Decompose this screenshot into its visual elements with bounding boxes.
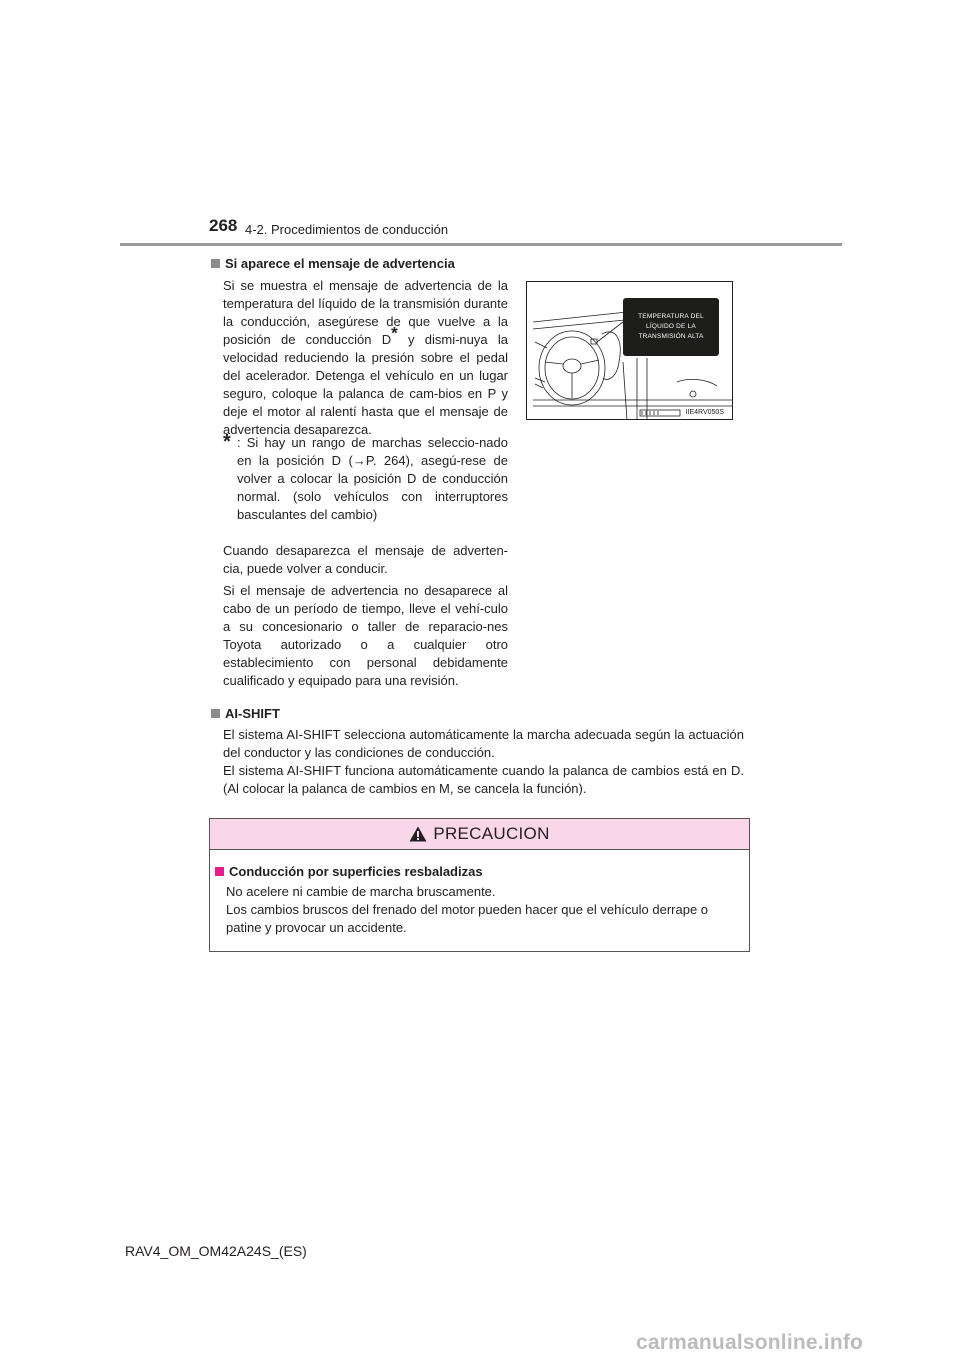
footnote-text: : Si hay un rango de marchas seleccio-nado en la posición D (→P. 264), asegú-rese de volver a colocar la posición D de conducción normal. (solo vehículos con interruptores basculantes del cambio)	[237, 435, 508, 522]
footnote-asterisk: *	[223, 431, 231, 453]
caution-text	[226, 883, 744, 937]
warning-heading	[211, 256, 455, 271]
warning-display	[623, 298, 719, 356]
footnote	[223, 431, 508, 524]
section-title: 4-2. Procedimientos de conducción	[245, 222, 449, 237]
illustration-code: IIE4RV050S	[685, 409, 724, 416]
warning-paragraph-1-a: Si se muestra el mensaje de advertencia de la temperatura del líquido de la transmisión durante la conducción, asegúrese de que vuelve a la posición de conducción D	[223, 278, 508, 347]
page-number: 268	[209, 216, 238, 235]
caution-header	[210, 819, 749, 850]
square-bullet-icon	[211, 709, 220, 718]
caution-line-1: No acelere ni cambie de marcha bruscamente.	[226, 884, 496, 899]
square-bullet-icon	[211, 259, 220, 268]
warning-triangle-icon	[409, 826, 427, 842]
caution-subheading-text: Conducción por superficies resbaladizas	[229, 864, 483, 879]
asterisk-mark: *	[391, 323, 398, 343]
aishift-paragraph-2: El sistema AI-SHIFT funciona automáticamente cuando la palanca de cambios está en D. (Al colocar la palanca de cambios en M, se cancela la función).	[223, 763, 744, 796]
footer-code: RAV4_OM_OM42A24S_(ES)	[125, 1243, 307, 1259]
warning-paragraph-3: Si el mensaje de advertencia no desaparece al cabo de un período de tiempo, lleve el vehí-culo a su concesionario o taller de reparacio-nes Toyota autorizado o a cualquier otro establecimiento con personal debidamente cualificado y equipado para una revisión.	[223, 583, 508, 688]
aishift-paragraph-1: El sistema AI-SHIFT selecciona automáticamente la marcha adecuada según la actuación del conductor y las condiciones de conducción.	[223, 727, 744, 760]
caution-line-2: Los cambios bruscos del frenado del motor pueden hacer que el vehículo derrape o patine y provocar un accidente.	[226, 902, 709, 935]
header-rule	[120, 243, 842, 246]
warning-paragraph-2: Cuando desaparezca el mensaje de adverten-cia, puede volver a conducir.	[223, 543, 508, 576]
aishift-heading	[211, 706, 280, 721]
warning-paragraph-1-b: y dismi-nuya la velocidad reduciendo la presión sobre el pedal del acelerador. Detenga el vehículo en un lugar seguro, coloque la palanca de cam-bios en P y deje el motor al ralentí hasta que el mensaje de advertencia desaparezca.	[223, 332, 508, 437]
caution-box	[209, 818, 750, 952]
warning-heading-text: Si aparece el mensaje de advertencia	[225, 256, 455, 271]
dashboard-illustration	[526, 281, 733, 420]
watermark: carmanualsonline.info	[636, 1331, 864, 1354]
caution-subheading	[215, 864, 483, 879]
aishift-heading-text: AI-SHIFT	[225, 706, 280, 721]
pink-square-bullet-icon	[215, 867, 224, 876]
display-line-2: LÍQUIDO DE LA	[646, 323, 696, 330]
display-line-3: TRANSMISIÓN ALTA	[638, 333, 704, 340]
warning-paragraph-1	[223, 277, 508, 439]
caution-title: PRECAUCION	[433, 824, 550, 843]
display-line-1: TEMPERATURA DEL	[638, 313, 704, 320]
